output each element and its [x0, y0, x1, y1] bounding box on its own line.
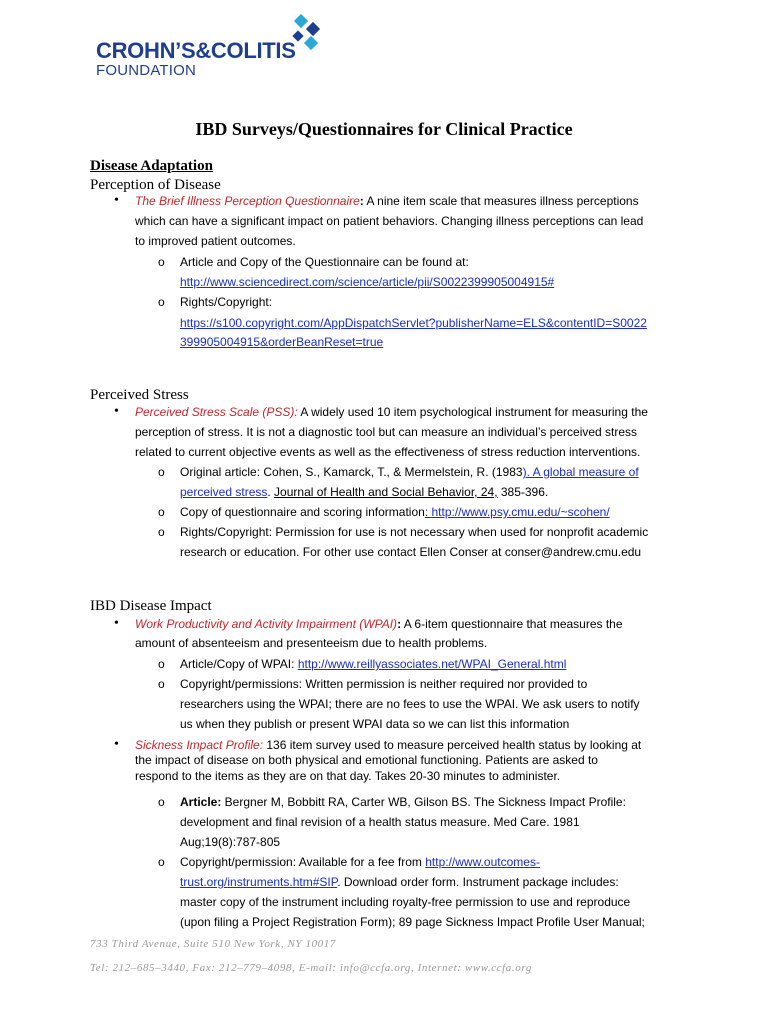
- text: A 6-item questionnaire that measures the: [401, 617, 623, 631]
- outcomes-link[interactable]: http://www.outcomes-: [425, 855, 540, 869]
- bullet-dot: •: [114, 193, 119, 208]
- item-label: Article and Copy of the Questionnaire can be found at:: [180, 255, 469, 269]
- sub-bullet-marker: o: [158, 505, 165, 519]
- journal-name: Journal of Health and Social Behavior, 24,: [274, 485, 498, 499]
- bullet-dot: •: [114, 737, 119, 752]
- sip-copyright-cont: [180, 872, 619, 892]
- instrument-name: The Brief Illness Perception Questionnaire: [135, 194, 360, 208]
- wpai-link[interactable]: http://www.reillyassociates.net/WPAI_General.html: [297, 657, 567, 671]
- text: Article/Copy of WPAI:: [180, 657, 298, 671]
- sip-article: [180, 792, 626, 812]
- text: A nine item scale that measures illness perceptions: [363, 194, 639, 208]
- copyright-link[interactable]: [180, 332, 383, 352]
- sub-bullet-marker: o: [158, 525, 165, 539]
- text: Copy of questionnaire and scoring information: [180, 505, 425, 519]
- subheading-impact: IBD Disease Impact: [90, 598, 212, 614]
- subheading-stress: Perceived Stress: [90, 387, 189, 403]
- link-text[interactable]: 399905004915&orderBeanReset=true: [180, 335, 384, 349]
- bullet-dot: •: [114, 616, 119, 631]
- footer-address: 733 Third Avenue, Suite 510 New York, NY 10017: [90, 938, 336, 950]
- bullet-text: related to current objective events as well as the effectiveness of stress reduction interventions.: [135, 445, 641, 459]
- sip-copyright-cont: master copy of the instrument including royalty-free permission to use and reproduce: [180, 895, 631, 909]
- bullet-dot: •: [114, 404, 119, 419]
- permission-text: Copyright/permissions: Written permission is neither required nor provided to: [180, 677, 588, 691]
- original-article-cont: [180, 482, 548, 502]
- article-link[interactable]: ). A global measure of: [522, 465, 639, 479]
- text: 136 item survey used to measure perceived health status by looking at: [263, 738, 642, 752]
- subheading-perception: Perception of Disease: [90, 177, 221, 193]
- text: A widely used 10 item psychological instrument for measuring the: [297, 405, 648, 419]
- page-title: IBD Surveys/Questionnaires for Clinical Practice: [195, 119, 573, 139]
- sub-bullet-marker: o: [158, 795, 165, 809]
- rights-text: Rights/Copyright: Permission for use is not necessary when used for nonprofit academic: [180, 525, 649, 539]
- rights-text: research or education. For other use contact Ellen Conser at conser@andrew.cmu.edu: [180, 545, 642, 559]
- logo-text-primary: CROHN’S&COLITIS: [96, 38, 296, 63]
- sip-article-cont: Aug;19(8):787-805: [180, 835, 281, 849]
- sip-copyright-cont: (upon filing a Project Registration Form); 89 page Sickness Impact Profile User Manual;: [180, 915, 645, 929]
- colon: :: [397, 617, 402, 631]
- article-link[interactable]: perceived stress: [180, 485, 268, 499]
- sip-article-cont: development and final revision of a health status measure. Med Care. 1981: [180, 815, 580, 829]
- copyright-link[interactable]: [180, 313, 647, 333]
- wpai-article: [180, 654, 566, 674]
- bullet-text: [135, 402, 648, 422]
- article-link[interactable]: [180, 272, 554, 292]
- bullet-text: the impact of disease on both physical and emotional functioning. Patients are asked to: [135, 753, 598, 767]
- bullet-text: perception of stress. It is not a diagnostic tool but can measure an individual’s perceived stress: [135, 425, 638, 439]
- text: Copyright/permission: Available for a fee from: [180, 855, 426, 869]
- section-heading: Disease Adaptation: [90, 158, 213, 174]
- outcomes-link[interactable]: trust.org/instruments.htm#SIP: [180, 875, 338, 889]
- sub-bullet-marker: o: [158, 255, 165, 269]
- sub-bullet-marker: o: [158, 295, 165, 309]
- permission-text: researchers using the WPAI; there are no fees to use the WPAI. We ask users to notify: [180, 697, 640, 711]
- link-text[interactable]: https://s100.copyright.com/AppDispatchServlet?publisherName=ELS&contentID=S0022: [180, 316, 647, 330]
- questionnaire-link[interactable]: : http://www.psy.cmu.edu/~scohen/: [424, 505, 610, 519]
- text: 385-396.: [497, 485, 549, 499]
- text: .: [267, 485, 275, 499]
- link-text[interactable]: http://www.sciencedirect.com/science/article/pii/S0022399905004915#: [180, 275, 555, 289]
- instrument-name: Work Productivity and Activity Impairment (WPAI): [135, 617, 398, 631]
- text: . Download order form. Instrument package includes:: [337, 875, 619, 889]
- bullet-text: [135, 191, 639, 211]
- sub-bullet-marker: o: [158, 855, 165, 869]
- colon: :: [359, 194, 364, 208]
- instrument-name: Sickness Impact Profile:: [135, 738, 264, 752]
- text: Bergner M, Bobbitt RA, Carter WB, Gilson BS. The Sickness Impact Profile:: [221, 795, 626, 809]
- text: Original article: Cohen, S., Kamarck, T., & Mermelstein, R. (1983: [180, 465, 523, 479]
- questionnaire-copy: [180, 502, 610, 522]
- logo-text-secondary: FOUNDATION: [96, 62, 197, 79]
- bullet-text: amount of absenteeism and presenteeism due to health problems.: [135, 636, 488, 650]
- sub-bullet-marker: o: [158, 657, 165, 671]
- bullet-text: which can have a significant impact on patient behaviors. Changing illness perceptions can lead: [135, 214, 644, 228]
- sub-bullet-marker: o: [158, 465, 165, 479]
- sub-bullet-marker: o: [158, 677, 165, 691]
- bullet-text: respond to the items as they are on that day. Takes 20-30 minutes to administer.: [135, 769, 561, 783]
- bullet-text: to improved patient outcomes.: [135, 234, 296, 248]
- footer-contact: Tel: 212–685–3440, Fax: 212–779–4098, E-mail: info@ccfa.org, Internet: www.ccfa.org: [90, 962, 532, 974]
- label: Article:: [180, 795, 222, 809]
- item-label: Rights/Copyright:: [180, 295, 273, 309]
- original-article: [180, 462, 639, 482]
- foundation-logo: [96, 14, 336, 80]
- sip-copyright: [180, 852, 540, 872]
- permission-text: us when they publish or present WPAI data so we can list this information: [180, 717, 570, 731]
- instrument-name: Perceived Stress Scale (PSS):: [135, 405, 298, 419]
- bullet-text: [135, 614, 623, 634]
